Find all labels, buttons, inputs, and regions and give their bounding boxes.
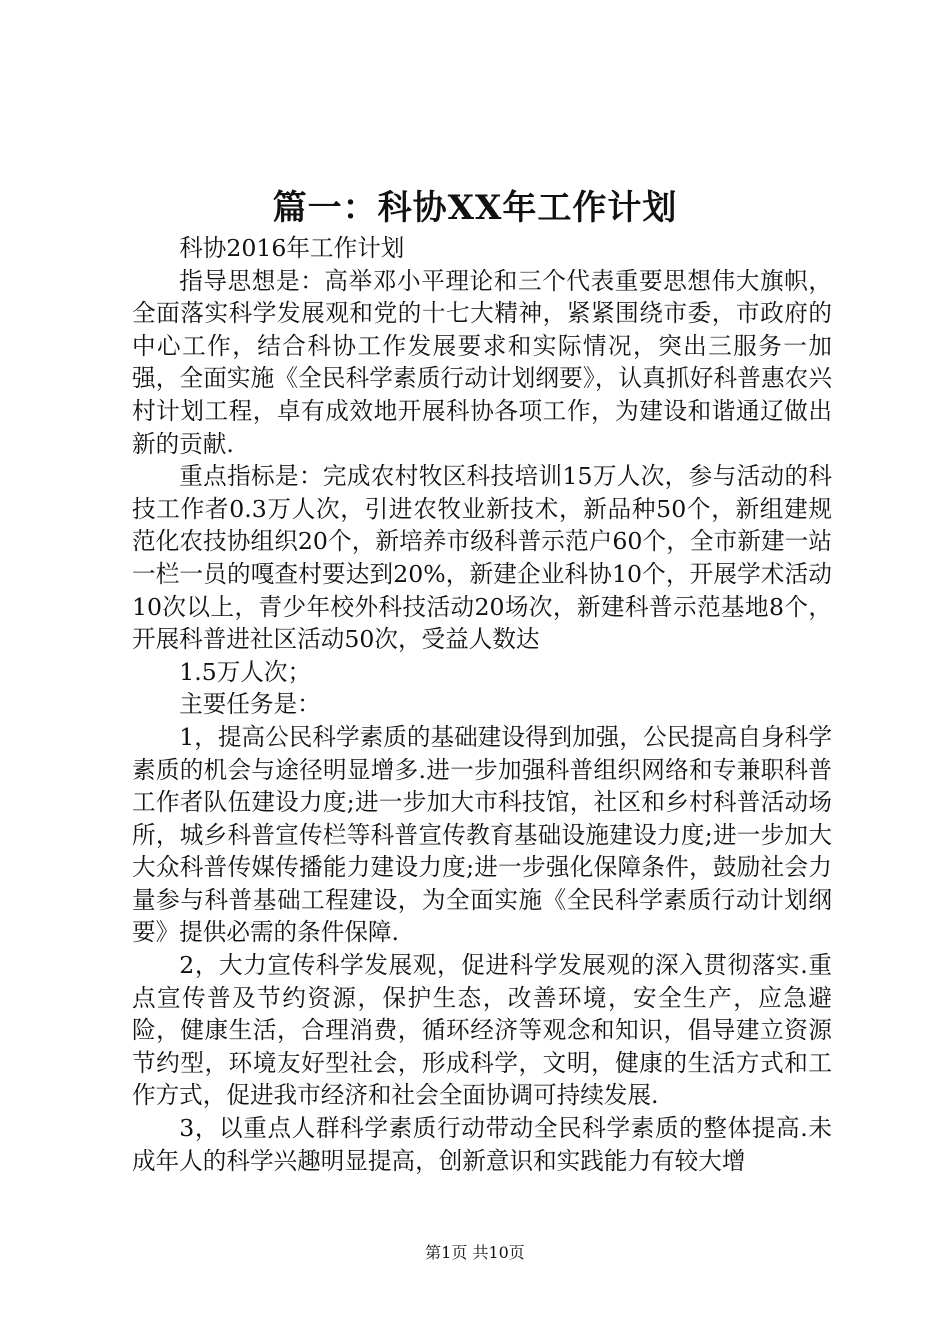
paragraph-task-1: 1，提高公民科学素质的基础建设得到加强，公民提高自身科学素质的机会与途径明显增多.进一步加强科普组织网络和专兼职科普工作者队伍建设力度;进一步加大市科技馆，社区和乡村科普活动场所，城乡科普宣传栏等科普宣传教育基础设施建设力度;进一步加大大众科普传媒传播能力建设力度;进一步强化保障条件，鼓励社会力量参与科普基础工程建设，为全面实施《全民科学素质行动计划纲要》提供必需的条件保障.	[132, 722, 832, 947]
document-body	[132, 232, 832, 1177]
paragraph-indicator-continuation: 1.5万人次；	[179, 657, 312, 686]
paragraph-key-indicators: 重点指标是：完成农村牧区科技培训15万人次，参与活动的科技工作者0.3万人次，引进农牧业新技术，新品种50个，新组建规范化农技协组织20个，新培养市级科普示范户60个，全市新建一站一栏一员的嘎查村要达到20%，新建企业科协10个，开展学术活动10次以上，青少年校外科技活动20场次，新建科普示范基地8个，开展科普进社区活动50次，受益人数达	[132, 462, 832, 654]
page-number-footer: 第1页 共10页	[425, 1243, 525, 1262]
document-title: 篇一：科协XX年工作计划	[272, 188, 678, 228]
paragraph-main-tasks-heading: 主要任务是：	[179, 690, 321, 719]
paragraph-task-2: 2，大力宣传科学发展观，促进科学发展观的深入贯彻落实.重点宣传普及节约资源，保护生态，改善环境，安全生产，应急避险，健康生活，合理消费，循环经济等观念和知识，倡导建立资源节约型，环境友好型社会，形成科学，文明，健康的生活方式和工作方式，促进我市经济和社会全面协调可持续发展.	[132, 951, 832, 1110]
paragraph-subtitle: 科协2016年工作计划	[179, 234, 405, 262]
paragraph-guiding-ideology: 指导思想是：高举邓小平理论和三个代表重要思想伟大旗帜，全面落实科学发展观和党的十七大精神，紧紧围绕市委，市政府的中心工作，结合科协工作发展要求和实际情况，突出三服务一加强，全面实施《全民科学素质行动计划纲要》，认真抓好科普惠农兴村计划工程，卓有成效地开展科协各项工作，为建设和谐通辽做出新的贡献.	[132, 266, 832, 458]
paragraph-task-3: 3，以重点人群科学素质行动带动全民科学素质的整体提高.未成年人的科学兴趣明显提高，创新意识和实践能力有较大增	[132, 1114, 832, 1175]
